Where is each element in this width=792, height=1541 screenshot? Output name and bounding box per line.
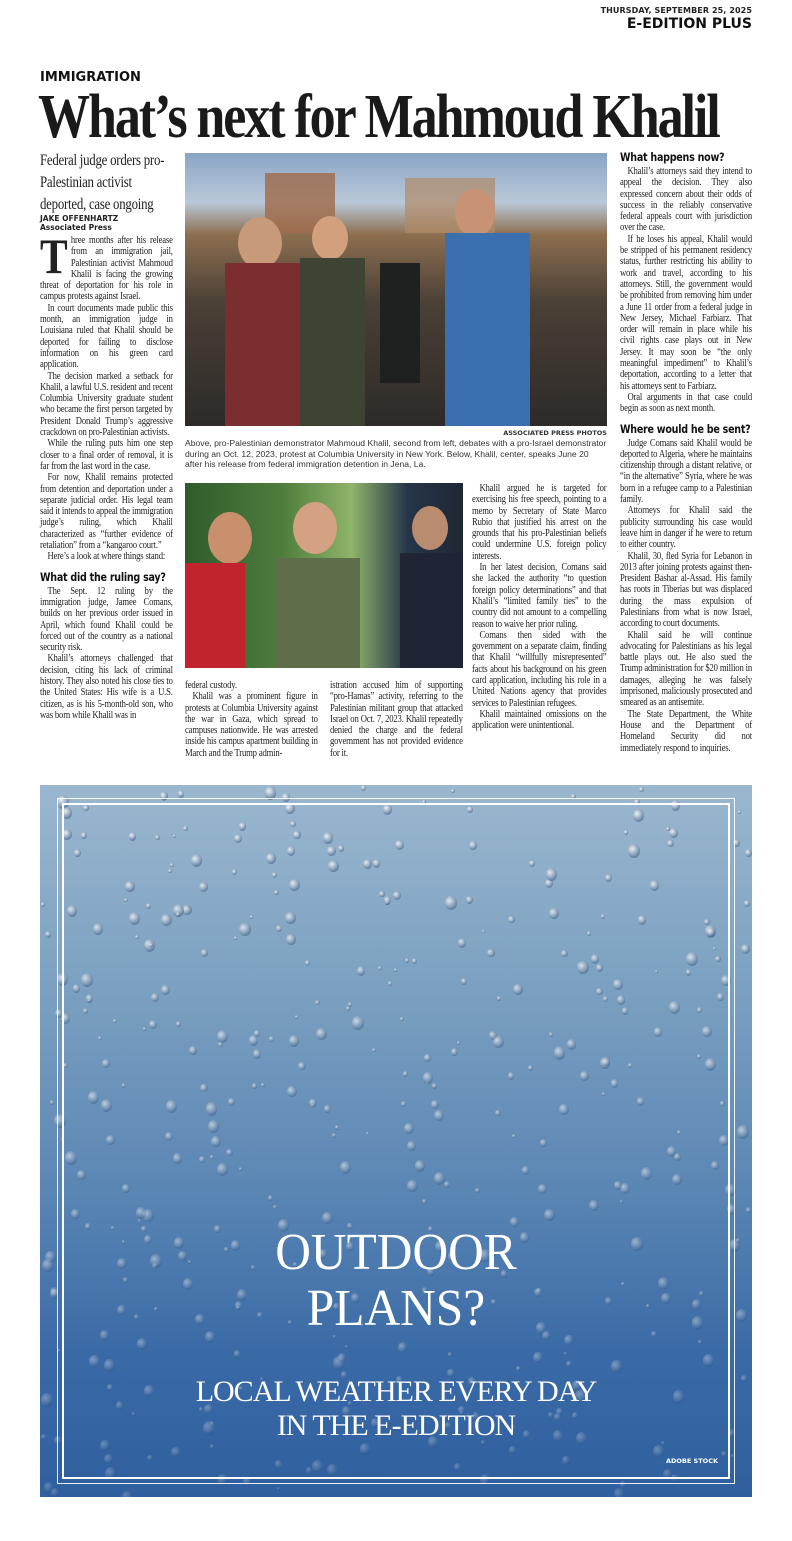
headline: What’s next for Mahmoud Khalil [38, 83, 719, 151]
paragraph: Khalil was a prominent figure in protests at Columbia University against the war in Gaza, which spread to campuses nationwide. He was arrested inside his campus apartment building in March and the Trump admin- [185, 691, 318, 759]
author: JAKE OFFENHARTZ [40, 214, 119, 223]
raindrop [51, 1488, 59, 1497]
raindrop [733, 839, 740, 847]
paragraph: federal custody. [185, 680, 237, 691]
raindrop [50, 1100, 54, 1105]
raindrop [178, 790, 184, 797]
paragraph: Here’s a look at where things stand: [47, 551, 166, 563]
raindrop [738, 810, 741, 814]
raindrop [122, 1491, 132, 1497]
photo-illustration [185, 153, 607, 426]
raindrop [57, 1349, 60, 1353]
paragraph: Judge Comans said Khalil would be deported to Algeria, where he maintains citizenship through a distant relative, or “in the alternative” Syria, where he was born in a refugee camp to a Palestinian family. [620, 437, 752, 506]
paragraph: For now, Khalil remains protected from detention and deportation under a separate judicial order. His legal team said it intends to appeal the immigration judge’s ruling, which Khalil characterized as “further evidence of retaliation” from a “kangaroo court.” [40, 472, 173, 552]
paragraph: Khalil maintained omissions on the application were unintentional. [472, 708, 607, 732]
raindrop [741, 944, 750, 954]
raindrop [745, 849, 752, 857]
paragraph: The decision marked a setback for Khalil, a lawful U.S. resident and recent Columbia University graduate student who became the first person targeted by President Donald Trump’s aggressive crackdown on pro-Palestinian activists. [40, 370, 173, 439]
raindrop [45, 931, 51, 938]
paragraph: The State Department, the White House and the Department of Homeland Security did not immediately respond to inquiries. [620, 708, 752, 754]
ad-subtitle-line: LOCAL WEATHER EVERY DAY [195, 1375, 597, 1408]
raindrop [361, 785, 367, 791]
paragraph: Attorneys for Khalil said the publicity surrounding his case would leave him in danger if he were to return to either country. [620, 505, 752, 551]
photo-illustration [185, 483, 463, 668]
raindrop [265, 786, 277, 799]
paragraph: Khalil, 30, fled Syria for Lebanon in 2013 after joining protests against then-President Bashar al-Assad. His family has roots in Tiberias but was displaced during the mass expulsion of Palestinians from what is now Israel, according to court documents. [620, 550, 752, 630]
raindrop [737, 1125, 749, 1139]
column-2 [185, 680, 318, 759]
paragraph: In her latest decision, Comans said she lacked the authority “to question foreign policy determinations” and that Khalil’s “limited family ties” to the country did not amount to a compelling reason to waive her prior ruling. [472, 562, 607, 630]
paragraph: While the ruling puts him one step closer to a final order of removal, it is far from the last word in the case. [40, 438, 173, 472]
agency: Associated Press [40, 223, 112, 232]
subhead-what-now: What happens now? [620, 150, 725, 164]
ad-photo-credit: ADOBE STOCK [665, 1457, 718, 1465]
ad-subtitle [40, 1375, 752, 1443]
column-4 [472, 483, 606, 732]
paragraph: Khalil said he will continue advocating for Palestinians as his legal battle plays out. He also sued the Trump administration for $20 million in damages, alleging he was falsely imprisoned, maliciously prosecuted and smeared as an antisemite. [620, 629, 752, 709]
raindrop [744, 900, 750, 907]
khalil-speaking-photo [185, 483, 463, 668]
paragraph: Comans then sided with the government on a separate claim, finding that Khalil “willfully misrepresented” facts about his background on his green card application, including his role in a United Nations agency that provides services to Palestinian refugees. [472, 629, 607, 709]
subhead-where-sent: Where would he be sent? [620, 421, 751, 436]
raindrop [746, 1207, 751, 1213]
raindrop [277, 1487, 280, 1491]
protest-photo [185, 153, 607, 426]
raindrop [620, 1481, 626, 1488]
paragraph: hree months after his release from an immigration jail, Palestinian activist Mahmoud Khalil is facing the growing threat of deportation for his role in campus protests against Israel. [40, 235, 173, 303]
raindrop [282, 793, 290, 802]
column-1 [40, 228, 173, 721]
column-5 [620, 142, 752, 754]
raindrop [571, 794, 575, 799]
raindrop [451, 789, 455, 793]
photo-caption: Above, pro-Palestinian demonstrator Mahmoud Khalil, second from left, debates with a pro-Israel demonstrator during an Oct. 12, 2023, protest at Columbia University in New York. Below, Khalil, center, speaks June 20 after his release from federal immigration detention in Jena, La. [185, 438, 607, 470]
raindrop [42, 1259, 53, 1272]
photo-credit: ASSOCIATED PRESS PHOTOS [503, 429, 607, 437]
ad-title-line: PLANS? [306, 1280, 486, 1337]
raindrop [41, 902, 45, 907]
paragraph: Khalil’s attorneys challenged that decision, citing his lack of criminal history. They also noted his close ties to the United States: His wife is a U.S. citizen, as is his 5-month-old son, who was born while Khalil was in [40, 653, 173, 721]
drop-cap: T [40, 228, 68, 284]
raindrop [614, 1488, 624, 1497]
edition-name: E-EDITION PLUS [626, 16, 752, 32]
paragraph: If he loses his appeal, Khalil would be stripped of his permanent residency status, further restricting his ability to work and travel, according to his attorneys. Still, the government would be prohibited from removing him under a June 11 order from a federal judge in New Jersey, Michael Farbiarz. That order will remain in place while his civil rights case plays out in New Jersey. It may soon be “the only meaningful impediment” to Khalil’s deportation, according to a letter that his attorneys sent to Farbiarz. [620, 233, 752, 392]
raindrop [639, 787, 644, 792]
deck: Federal judge orders pro-Palestinian activist deported, case ongoing [40, 152, 165, 213]
raindrop [160, 792, 167, 800]
edition-date: THURSDAY, SEPTEMBER 25, 2025 [600, 6, 752, 15]
ad-title-line: OUTDOOR [275, 1224, 517, 1281]
weather-ad[interactable] [40, 785, 752, 1497]
paragraph: istration accused him of supporting “pro-Hamas” activity, referring to the Palestinian militant group that attacked Israel on Oct. 7, 2023. Khalil repeatedly denied the charge and the federal government has not provided evidence for it. [330, 680, 463, 759]
paragraph: Khalil argued he is targeted for exercising his free speech, pointing to a memo by Secretary of State Marco Rubio that justified his arrest on the grounds that his pro-Palestinian beliefs could undermine U.S. foreign policy interests. [472, 483, 607, 562]
paragraph: In court documents made public this month, an immigration judge in Louisiana ruled that Khalil should be deported for failing to disclose information on his green card application. [40, 302, 173, 371]
column-3 [330, 680, 463, 759]
ad-subtitle-line: IN THE E-EDITION [276, 1409, 516, 1442]
raindrop [731, 1454, 734, 1458]
raindrop [736, 1309, 747, 1322]
subhead-ruling: What did the ruling say? [40, 569, 166, 584]
paragraph: The Sept. 12 ruling by the immigration judge, Jamee Comans, builds on her previous order issued in April, which found Khalil could be forced out of the country as a national security risk. [40, 585, 173, 654]
section-kicker: IMMIGRATION [40, 70, 141, 85]
paragraph: Khalil’s attorneys said they intend to appeal the decision. They also expressed concern about their odds of success in the reliably conservative federal appeals court with jurisdiction over the case. [620, 166, 752, 234]
ad-title [58, 1225, 734, 1337]
paragraph: Oral arguments in that case could begin as soon as next month. [620, 391, 752, 415]
